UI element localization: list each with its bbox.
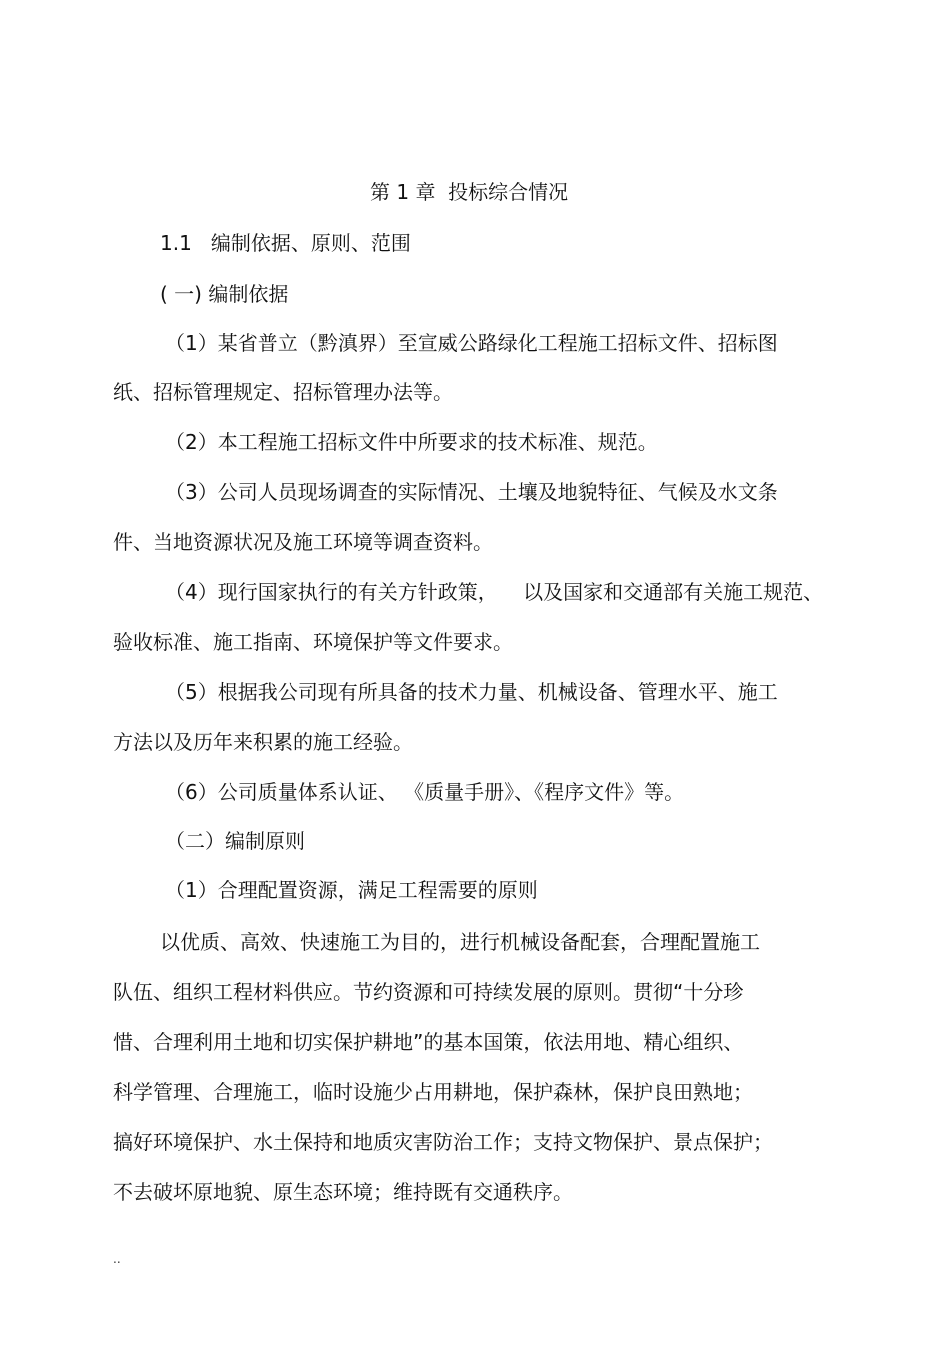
principle-paragraph-line: 不去破坏原地貌、原生态环境；维持既有交通秩序。 — [113, 1180, 573, 1204]
principle-paragraph-line: 搞好环境保护、水土保持和地质灾害防治工作；支持文物保护、景点保护； — [113, 1130, 773, 1154]
principle-paragraph-line: 以优质、高效、快速施工为目的，进行机械设备配套，合理配置施工 — [160, 930, 760, 954]
principle-paragraph-line: 科学管理、合理施工，临时设施少占用耕地，保护森林，保护良田熟地； — [113, 1080, 753, 1104]
section-heading: 1.1 编制依据、原则、范围 — [160, 231, 411, 255]
basis-item-line: （6）公司质量体系认证、 《质量手册》、《程序文件》等。 — [165, 780, 685, 804]
subsection-heading-basis: ( 一) 编制依据 — [160, 282, 289, 306]
principle-paragraph-line: 队伍、组织工程材料供应。节约资源和可持续发展的原则。贯彻“十分珍 — [113, 980, 744, 1004]
basis-item-line: （4）现行国家执行的有关方针政策， 以及国家和交通部有关施工规范、 — [165, 580, 824, 604]
subsection-heading-principles: （二）编制原则 — [165, 829, 305, 853]
chapter-title: 第 1 章 投标综合情况 — [370, 180, 569, 204]
basis-item-line: （1）某省普立（黔滇界）至宣威公路绿化工程施工招标文件、招标图 — [165, 331, 778, 355]
page-footer-mark: .. — [113, 1252, 121, 1266]
basis-item-line: 件、当地资源状况及施工环境等调查资料。 — [113, 530, 493, 554]
basis-item-line: 纸、招标管理规定、招标管理办法等。 — [113, 380, 453, 404]
basis-item-line: （5）根据我公司现有所具备的技术力量、机械设备、管理水平、施工 — [165, 680, 778, 704]
basis-item-line: （2）本工程施工招标文件中所要求的技术标准、规范。 — [165, 430, 658, 454]
principle-heading: （1）合理配置资源，满足工程需要的原则 — [165, 878, 538, 902]
basis-item-line: （3）公司人员现场调查的实际情况、土壤及地貌特征、气候及水文条 — [165, 480, 778, 504]
basis-item-line: 方法以及历年来积累的施工经验。 — [113, 730, 413, 754]
principle-paragraph-line: 惜、合理利用土地和切实保护耕地”的基本国策，依法用地、精心组织、 — [113, 1030, 744, 1054]
basis-item-line: 验收标准、施工指南、环境保护等文件要求。 — [113, 630, 513, 654]
